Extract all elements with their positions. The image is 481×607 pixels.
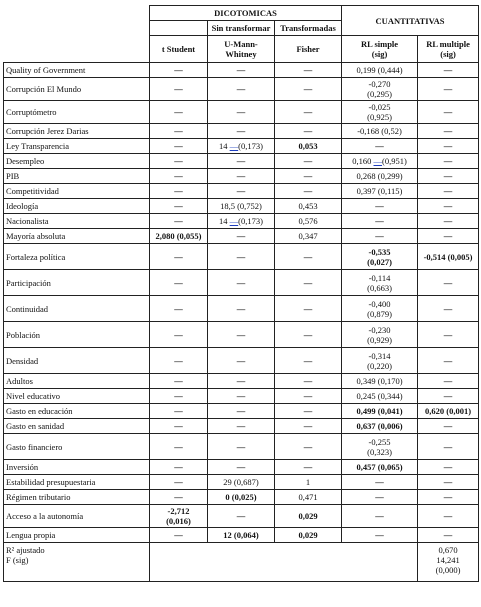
table-row: [4, 475, 479, 490]
cell-fisher: —: [275, 460, 342, 475]
row-label: Competitividad: [4, 184, 150, 199]
cell-rl-multiple: —: [418, 490, 479, 505]
cell-u-mann-whitney: —: [208, 101, 275, 124]
cell-rl-simple: —: [342, 139, 418, 154]
cell-t-student: —: [150, 214, 208, 229]
row-label: Desempleo: [4, 154, 150, 169]
table-row: [4, 229, 479, 244]
cell-rl-multiple: —: [418, 460, 479, 475]
cell-t-student: —: [150, 475, 208, 490]
cell-fisher: —: [275, 101, 342, 124]
cell-u-mann-whitney: 0 (0,025): [208, 490, 275, 505]
cell-rl-simple: 0,245 (0,344): [342, 389, 418, 404]
row-label: Gasto financiero: [4, 434, 150, 460]
cell-rl-simple: -0,168 (0,52): [342, 124, 418, 139]
table-row: [4, 419, 479, 434]
cell-t-student: —: [150, 169, 208, 184]
table-row: [4, 101, 479, 124]
header-sin-transformar: Sin transformar: [208, 21, 275, 36]
cell-fisher: 0,576: [275, 214, 342, 229]
cell-rl-simple: 0,637 (0,006): [342, 419, 418, 434]
cell-t-student: —: [150, 139, 208, 154]
cell-t-student: —: [150, 404, 208, 419]
cell-fisher: 0,029: [275, 528, 342, 543]
footer-label: R² ajustado F (sig): [4, 543, 150, 582]
table-row: [4, 490, 479, 505]
cell-rl-multiple: —: [418, 389, 479, 404]
footer-row: [4, 543, 479, 582]
cell-fisher: —: [275, 404, 342, 419]
table-row: [4, 270, 479, 296]
header-fisher: Fisher: [275, 36, 342, 63]
cell-t-student: —: [150, 184, 208, 199]
table-row: [4, 322, 479, 348]
table-row: [4, 154, 479, 169]
cell-u-mann-whitney: —: [208, 169, 275, 184]
cell-rl-multiple: —: [418, 270, 479, 296]
header-dicotomicas: DICOTOMICAS: [150, 6, 342, 21]
header-transformadas: Transformadas: [275, 21, 342, 36]
cell-fisher: —: [275, 322, 342, 348]
cell-rl-multiple: —: [418, 139, 479, 154]
cell-rl-multiple: —: [418, 419, 479, 434]
cell-t-student: —: [150, 124, 208, 139]
cell-u-mann-whitney: 12 (0,064): [208, 528, 275, 543]
cell-t-student: —: [150, 419, 208, 434]
cell-rl-simple: 0,268 (0,299): [342, 169, 418, 184]
row-label: Corrupción Jerez Darias: [4, 124, 150, 139]
cell-fisher: —: [275, 124, 342, 139]
cell-rl-simple: -0,114 (0,663): [342, 270, 418, 296]
cell-u-mann-whitney: —: [208, 229, 275, 244]
row-label: Mayoría absoluta: [4, 229, 150, 244]
cell-rl-simple: —: [342, 505, 418, 528]
cell-fisher: —: [275, 63, 342, 78]
cell-rl-multiple: 0,620 (0,001): [418, 404, 479, 419]
cell-rl-multiple: —: [418, 475, 479, 490]
cell-u-mann-whitney: —: [208, 374, 275, 389]
row-label: Adultos: [4, 374, 150, 389]
table-row: [4, 244, 479, 270]
cell-t-student: —: [150, 348, 208, 374]
row-label: Fortaleza política: [4, 244, 150, 270]
cell-fisher: 0,347: [275, 229, 342, 244]
row-label: Ley Transparencia: [4, 139, 150, 154]
cell-t-student: —: [150, 528, 208, 543]
cell-rl-multiple: —: [418, 505, 479, 528]
cell-fisher: 0,453: [275, 199, 342, 214]
table-row: [4, 124, 479, 139]
cell-rl-simple: -0,400 (0,879): [342, 296, 418, 322]
cell-u-mann-whitney: 14 —(0,173): [208, 214, 275, 229]
cell-u-mann-whitney: —: [208, 184, 275, 199]
table-row: [4, 348, 479, 374]
cell-rl-simple: 0,199 (0,444): [342, 63, 418, 78]
cell-u-mann-whitney: 14 —(0,173): [208, 139, 275, 154]
cell-rl-simple: —: [342, 199, 418, 214]
table-row: [4, 199, 479, 214]
footer-empty: [150, 543, 418, 582]
cell-fisher: —: [275, 296, 342, 322]
results-table: [3, 5, 479, 582]
cell-t-student: —: [150, 101, 208, 124]
cell-rl-simple: 0,397 (0,115): [342, 184, 418, 199]
cell-u-mann-whitney: —: [208, 404, 275, 419]
cell-rl-multiple: —: [418, 169, 479, 184]
cell-u-mann-whitney: —: [208, 348, 275, 374]
cell-u-mann-whitney: —: [208, 244, 275, 270]
cell-rl-multiple: —: [418, 124, 479, 139]
cell-rl-simple: -0,025 (0,925): [342, 101, 418, 124]
table-row: [4, 214, 479, 229]
table-row: [4, 505, 479, 528]
cell-rl-multiple: —: [418, 229, 479, 244]
cell-u-mann-whitney: —: [208, 270, 275, 296]
table-row: [4, 296, 479, 322]
header-empty: [150, 21, 208, 36]
cell-fisher: —: [275, 270, 342, 296]
cell-u-mann-whitney: —: [208, 389, 275, 404]
cell-u-mann-whitney: —: [208, 460, 275, 475]
cell-rl-simple: —: [342, 475, 418, 490]
cell-rl-multiple: —: [418, 78, 479, 101]
table-row: [4, 528, 479, 543]
table-row: [4, 169, 479, 184]
row-label: Estabilidad presupuestaria: [4, 475, 150, 490]
row-label: Población: [4, 322, 150, 348]
row-label: Ideología: [4, 199, 150, 214]
cell-rl-simple: -0,255 (0,323): [342, 434, 418, 460]
cell-rl-multiple: —: [418, 63, 479, 78]
header-rl-simple: RL simple (sig): [342, 36, 418, 63]
row-label: Continuidad: [4, 296, 150, 322]
cell-t-student: 2,080 (0,055): [150, 229, 208, 244]
cell-rl-multiple: -0,514 (0,005): [418, 244, 479, 270]
row-label: Lengua propia: [4, 528, 150, 543]
cell-fisher: —: [275, 348, 342, 374]
cell-rl-multiple: —: [418, 199, 479, 214]
table-row: [4, 63, 479, 78]
cell-fisher: —: [275, 184, 342, 199]
row-label: Densidad: [4, 348, 150, 374]
cell-fisher: —: [275, 374, 342, 389]
row-label: Régimen tributario: [4, 490, 150, 505]
table-row: [4, 389, 479, 404]
row-label: Nacionalista: [4, 214, 150, 229]
cell-t-student: —: [150, 270, 208, 296]
cell-t-student: —: [150, 296, 208, 322]
cell-rl-multiple: —: [418, 348, 479, 374]
corner-cell: [4, 6, 150, 63]
table-row: [4, 374, 479, 389]
row-label: Quality of Government: [4, 63, 150, 78]
cell-u-mann-whitney: —: [208, 434, 275, 460]
cell-u-mann-whitney: —: [208, 78, 275, 101]
cell-u-mann-whitney: 18,5 (0,752): [208, 199, 275, 214]
cell-rl-multiple: —: [418, 322, 479, 348]
cell-rl-simple: 0,499 (0,041): [342, 404, 418, 419]
row-label: Acceso a la autonomía: [4, 505, 150, 528]
cell-rl-simple: 0,457 (0,065): [342, 460, 418, 475]
cell-t-student: —: [150, 244, 208, 270]
cell-u-mann-whitney: 29 (0,687): [208, 475, 275, 490]
cell-rl-simple: -0,230 (0,929): [342, 322, 418, 348]
cell-rl-simple: 0,349 (0,170): [342, 374, 418, 389]
table-row: [4, 434, 479, 460]
header-rl-multiple: RL multiple (sig): [418, 36, 479, 63]
cell-fisher: 0,029: [275, 505, 342, 528]
table-row: [4, 184, 479, 199]
row-label: Corruptómetro: [4, 101, 150, 124]
table-row: [4, 460, 479, 475]
cell-t-student: —: [150, 154, 208, 169]
row-label: PIB: [4, 169, 150, 184]
cell-t-student: —: [150, 199, 208, 214]
cell-rl-simple: -0,535 (0,027): [342, 244, 418, 270]
cell-fisher: 1: [275, 475, 342, 490]
cell-u-mann-whitney: —: [208, 154, 275, 169]
cell-fisher: —: [275, 244, 342, 270]
table-row: [4, 139, 479, 154]
cell-u-mann-whitney: —: [208, 505, 275, 528]
cell-t-student: —: [150, 78, 208, 101]
cell-rl-multiple: —: [418, 296, 479, 322]
row-label: Nivel educativo: [4, 389, 150, 404]
cell-rl-multiple: —: [418, 214, 479, 229]
cell-u-mann-whitney: —: [208, 63, 275, 78]
cell-t-student: —: [150, 374, 208, 389]
table-row: [4, 78, 479, 101]
row-label: Gasto en sanidad: [4, 419, 150, 434]
cell-u-mann-whitney: —: [208, 322, 275, 348]
cell-fisher: —: [275, 434, 342, 460]
cell-t-student: —: [150, 460, 208, 475]
row-label: Gasto en educación: [4, 404, 150, 419]
cell-fisher: 0,471: [275, 490, 342, 505]
cell-fisher: —: [275, 169, 342, 184]
cell-rl-multiple: —: [418, 154, 479, 169]
cell-u-mann-whitney: —: [208, 419, 275, 434]
cell-rl-simple: —: [342, 214, 418, 229]
cell-t-student: —: [150, 490, 208, 505]
header-cuantitativas: CUANTITATIVAS: [342, 6, 479, 36]
cell-rl-simple: —: [342, 528, 418, 543]
cell-rl-simple: -0,270 (0,295): [342, 78, 418, 101]
header-u-mann-whitney: U-Mann- Whitney: [208, 36, 275, 63]
cell-rl-simple: -0,314 (0,220): [342, 348, 418, 374]
cell-rl-simple: —: [342, 229, 418, 244]
cell-fisher: —: [275, 154, 342, 169]
cell-rl-multiple: —: [418, 184, 479, 199]
row-label: Inversión: [4, 460, 150, 475]
cell-fisher: 0,053: [275, 139, 342, 154]
footer-rl-multiple: 0,670 14,241 (0,000): [418, 543, 479, 582]
cell-rl-multiple: —: [418, 528, 479, 543]
table-row: [4, 404, 479, 419]
row-label: Participación: [4, 270, 150, 296]
cell-t-student: —: [150, 434, 208, 460]
cell-rl-simple: —: [342, 490, 418, 505]
cell-t-student: -2,712 (0,016): [150, 505, 208, 528]
cell-t-student: —: [150, 389, 208, 404]
cell-u-mann-whitney: —: [208, 296, 275, 322]
cell-u-mann-whitney: —: [208, 124, 275, 139]
cell-rl-multiple: —: [418, 101, 479, 124]
cell-rl-multiple: —: [418, 434, 479, 460]
cell-fisher: —: [275, 419, 342, 434]
cell-t-student: —: [150, 63, 208, 78]
cell-rl-simple: 0,160 —(0,951): [342, 154, 418, 169]
row-label: Corrupción El Mundo: [4, 78, 150, 101]
cell-t-student: —: [150, 322, 208, 348]
header-t-student: t Student: [150, 36, 208, 63]
cell-fisher: —: [275, 78, 342, 101]
cell-rl-multiple: —: [418, 374, 479, 389]
cell-fisher: —: [275, 389, 342, 404]
